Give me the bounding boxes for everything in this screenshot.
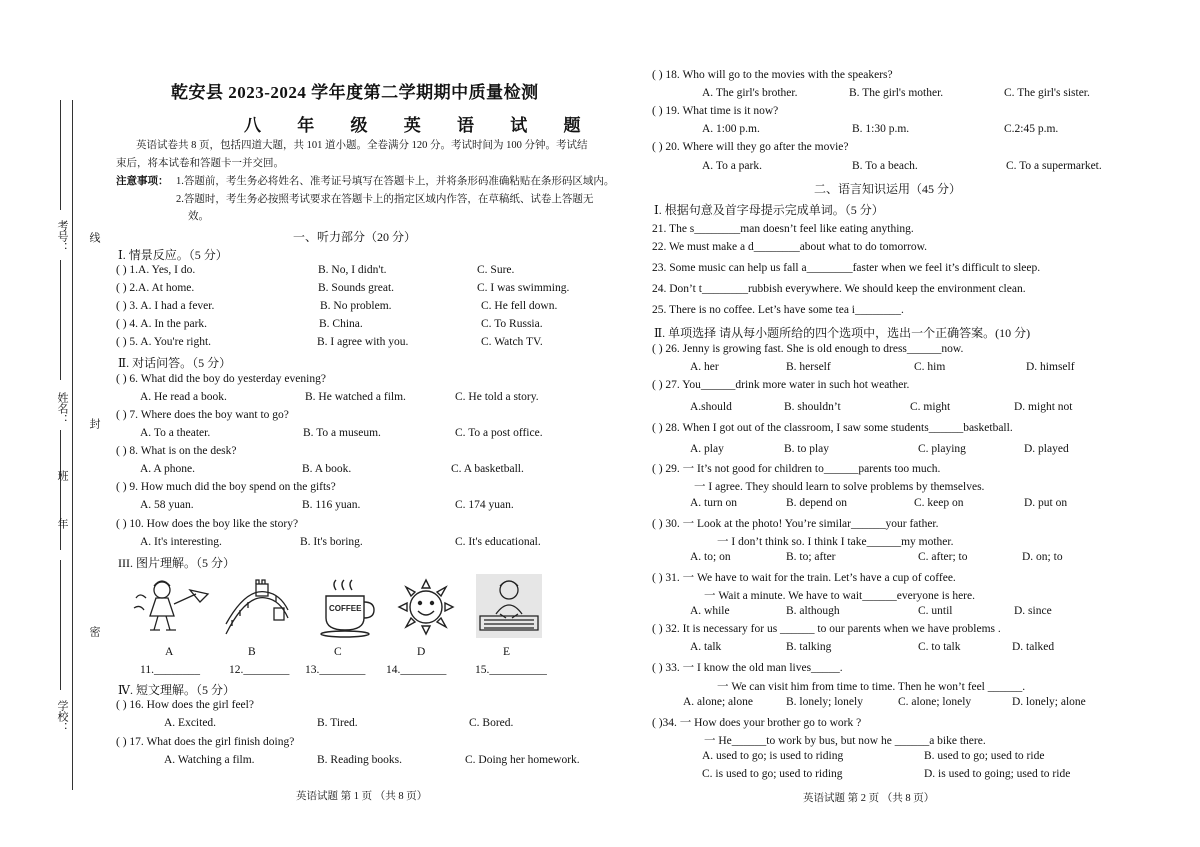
- seal-feng-char: 封: [88, 418, 100, 429]
- q16-option-b: B. Tired.: [317, 717, 358, 729]
- q6-stem: ( ) 6. What did the boy do yesterday evening?: [116, 373, 326, 385]
- picture-label-b: B: [248, 646, 256, 658]
- intro-line-1: 英语试卷共 8 页，包括四道大题，共 101 道小题。全卷满分 120 分。考试时间为 100 分钟。考试结: [136, 140, 588, 151]
- notice-2: 2.答题时，考生务必按照考试要求在答题卡上的指定区域内作答，在草稿纸、试卷上答题无: [176, 194, 594, 205]
- q29-option-c: C. keep on: [914, 497, 964, 509]
- q34-stem: ( )34. 一 How does your brother go to work ?: [652, 717, 862, 729]
- seal-mi-char: 密: [88, 626, 100, 637]
- q34-option-a: A. used to go; is used to riding: [702, 750, 844, 762]
- q6-option-b: B. He watched a film.: [305, 391, 406, 403]
- q30-option-b: B. to; after: [786, 551, 836, 563]
- q34-option-d: D. is used to going; used to ride: [924, 768, 1071, 780]
- q29-stem-reply: 一 I agree. They should learn to solve problems by themselves.: [694, 481, 985, 493]
- q29-stem: ( ) 29. 一 It’s not good for children to______parents too much.: [652, 463, 941, 475]
- q8-option-c: C. A basketball.: [451, 463, 524, 475]
- blank-15[interactable]: 15.__________: [475, 664, 547, 676]
- q26-option-a: A. her: [690, 361, 719, 373]
- q33-option-c: C. alone; lonely: [898, 696, 972, 708]
- q30-option-c: C. after; to: [918, 551, 968, 563]
- question-24: 24. Don’t t________rubbish everywhere. We should keep the environment clean.: [652, 283, 1026, 295]
- page-1-footer: 英语试题 第 1 页 （共 8 页）: [296, 791, 428, 802]
- name-label: 姓名：: [56, 392, 68, 425]
- q7-option-b: B. To a museum.: [303, 427, 381, 439]
- intro-line-2: 束后，将本试卷和答题卡一并交回。: [116, 158, 284, 169]
- picture-label-a: A: [165, 646, 174, 658]
- q31-option-a: A. while: [690, 605, 730, 617]
- class-blank: [60, 430, 61, 550]
- q34-option-c: C. is used to go; used to riding: [702, 768, 843, 780]
- q31-option-b: B. although: [786, 605, 840, 617]
- page-2-footer: 英语试题 第 2 页 （共 8 页）: [803, 793, 935, 804]
- q34-option-b: B. used to go; used to ride: [924, 750, 1045, 762]
- exam-no-label: 考号：: [56, 220, 68, 253]
- q7-option-a: A. To a theater.: [140, 427, 211, 439]
- q7-stem: ( ) 7. Where does the boy want to go?: [116, 409, 289, 421]
- q31-stem: ( ) 31. 一 We have to wait for the train. Let’s have a cup of coffee.: [652, 572, 956, 584]
- q31-stem-reply: 一 Wait a minute. We have to wait______everyone is here.: [704, 590, 975, 602]
- q20-option-c: C. To a supermarket.: [1006, 160, 1102, 172]
- q6-option-a: A. He read a book.: [140, 391, 227, 403]
- q26-stem: ( ) 26. Jenny is growing fast. She is old enough to dress______now.: [652, 343, 964, 355]
- q29-option-a: A. turn on: [690, 497, 737, 509]
- q9-option-b: B. 116 yuan.: [302, 499, 361, 511]
- q10-option-c: C. It's educational.: [455, 536, 541, 548]
- picture-d-sun-icon: [394, 576, 458, 638]
- q19-stem: ( ) 19. What time is it now?: [652, 105, 779, 117]
- exam-subtitle: 八 年 级 英 语 试 题: [244, 116, 597, 135]
- q30-stem-reply: 一 I don’t think so. I think I take______my mother.: [717, 536, 954, 548]
- q20-option-b: B. To a beach.: [852, 160, 918, 172]
- binding-line: [72, 100, 73, 790]
- q16-stem: ( ) 16. How does the girl feel?: [116, 699, 254, 711]
- q32-option-c: C. to talk: [918, 641, 961, 653]
- picture-label-d: D: [417, 646, 426, 658]
- q27-option-c: C. might: [910, 401, 951, 413]
- q27-option-a: A.should: [690, 401, 732, 413]
- q28-option-b: B. to play: [784, 443, 830, 455]
- picture-c-coffee-icon: [318, 576, 376, 638]
- q26-option-d: D. himself: [1026, 361, 1075, 373]
- q26-option-c: C. him: [914, 361, 946, 373]
- section-III-heading: III. 图片理解。（5 分）: [118, 556, 235, 570]
- q20-option-a: A. To a park.: [702, 160, 762, 172]
- q2-stem: ( ) 2.A. At home.: [116, 282, 195, 294]
- q30-stem: ( ) 30. 一 Look at the photo! You’re similar______your father.: [652, 518, 939, 530]
- section-I-heading: Ⅰ. 情景反应。（5 分）: [118, 248, 228, 262]
- p2-section-I-heading: Ⅰ. 根据句意及首字母提示完成单词。（5 分）: [654, 203, 884, 217]
- question-25: 25. There is no coffee. Let’s have some tea i________.: [652, 304, 904, 316]
- part-listening-heading: 一、听力部分（20 分）: [293, 230, 417, 244]
- notice-1: 1.答题前，考生务必将姓名、准考证号填写在答题卡上，并将条形码准确粘贴在条形码区域内。: [176, 176, 615, 187]
- q4-option-b: B. China.: [319, 318, 363, 330]
- q8-stem: ( ) 8. What is on the desk?: [116, 445, 237, 457]
- q9-stem: ( ) 9. How much did the boy spend on the gifts?: [116, 481, 336, 493]
- q32-option-b: B. talking: [786, 641, 832, 653]
- q18-option-a: A. The girl's brother.: [702, 87, 798, 99]
- section-II-heading: Ⅱ. 对话问答。（5 分）: [118, 356, 232, 370]
- q30-option-d: D. on; to: [1022, 551, 1063, 563]
- q8-option-a: A. A phone.: [140, 463, 195, 475]
- q27-option-b: B. shouldn’t: [784, 401, 841, 413]
- q27-stem: ( ) 27. You______drink more water in such hot weather.: [652, 379, 910, 391]
- q30-option-a: A. to; on: [690, 551, 731, 563]
- q17-option-b: B. Reading books.: [317, 754, 402, 766]
- q33-stem: ( ) 33. 一 I know the old man lives_____.: [652, 662, 843, 674]
- q16-option-c: C. Bored.: [469, 717, 514, 729]
- q1-option-c: C. Sure.: [477, 264, 515, 276]
- q17-stem: ( ) 17. What does the girl finish doing?: [116, 736, 295, 748]
- q18-option-c: C. The girl's sister.: [1004, 87, 1090, 99]
- q28-option-c: C. playing: [918, 443, 966, 455]
- seal-line-char: 线: [88, 232, 100, 243]
- q29-option-b: B. depend on: [786, 497, 848, 509]
- q3-stem: ( ) 3. A. I had a fever.: [116, 300, 215, 312]
- question-23: 23. Some music can help us fall a________faster when we feel it’s difficult to sleep.: [652, 262, 1041, 274]
- q32-option-d: D. talked: [1012, 641, 1055, 653]
- school-blank: [60, 560, 61, 690]
- blank-11[interactable]: 11.________: [140, 664, 200, 676]
- q7-option-c: C. To a post office.: [455, 427, 543, 439]
- q28-option-d: D. played: [1024, 443, 1069, 455]
- picture-e-student-icon: [476, 574, 542, 638]
- q4-stem: ( ) 4. A. In the park.: [116, 318, 208, 330]
- name-blank: [60, 260, 61, 380]
- school-label: 学校：: [56, 700, 68, 733]
- picture-a-cleaning-icon: [130, 576, 214, 638]
- q32-option-a: A. talk: [690, 641, 722, 653]
- q5-option-c: C. Watch TV.: [481, 336, 543, 348]
- q16-option-a: A. Excited.: [164, 717, 217, 729]
- q19-option-b: B. 1:30 p.m.: [852, 123, 910, 135]
- q17-option-a: A. Watching a film.: [164, 754, 255, 766]
- q32-stem: ( ) 32. It is necessary for us ______ to our parents when we have problems .: [652, 623, 1001, 635]
- q29-option-d: D. put on: [1024, 497, 1068, 509]
- q4-option-c: C. To Russia.: [481, 318, 543, 330]
- class-label: 班: [56, 470, 68, 481]
- part-knowledge-heading: 二、语言知识运用（45 分）: [814, 182, 962, 196]
- q10-option-a: A. It's interesting.: [140, 536, 222, 548]
- exam-title: 乾安县 2023-2024 学年度第二学期期中质量检测: [171, 83, 539, 102]
- q20-stem: ( ) 20. Where will they go after the movie?: [652, 141, 849, 153]
- q33-option-d: D. lonely; alone: [1012, 696, 1086, 708]
- q1-stem: ( ) 1.A. Yes, I do.: [116, 264, 196, 276]
- q3-option-c: C. He fell down.: [481, 300, 558, 312]
- question-22: 22. We must make a d________about what to do tomorrow.: [652, 241, 928, 253]
- notice-label: 注意事项：: [116, 176, 169, 187]
- q9-option-c: C. 174 yuan.: [455, 499, 514, 511]
- q2-option-b: B. Sounds great.: [318, 282, 395, 294]
- q34-stem-reply: 一 He______to work by bus, but now he ______a bike there.: [704, 735, 986, 747]
- section-IV-heading: Ⅳ. 短文理解。（5 分）: [118, 683, 235, 697]
- q31-option-c: C. until: [918, 605, 953, 617]
- picture-label-e: E: [503, 646, 511, 658]
- q5-stem: ( ) 5. A. You're right.: [116, 336, 212, 348]
- blank-14[interactable]: 14.________: [386, 664, 447, 676]
- blank-12[interactable]: 12.________: [229, 664, 290, 676]
- p2-section-II-heading: Ⅱ. 单项选择 请从每小题所给的四个选项中，选出一个正确答案。(10 分): [654, 326, 1031, 340]
- q27-option-d: D. might not: [1014, 401, 1073, 413]
- q18-stem: ( ) 18. Who will go to the movies with the speakers?: [652, 69, 893, 81]
- q33-stem-reply: 一 We can visit him from time to time. Then he won’t feel ______.: [717, 681, 1026, 693]
- q19-option-a: A. 1:00 p.m.: [702, 123, 760, 135]
- exam-no-blank: [60, 100, 61, 210]
- q5-option-b: B. I agree with you.: [317, 336, 409, 348]
- q10-option-b: B. It's boring.: [300, 536, 363, 548]
- notice-2-cont: 效。: [188, 211, 209, 222]
- q9-option-a: A. 58 yuan.: [140, 499, 194, 511]
- q3-option-b: B. No problem.: [320, 300, 392, 312]
- q8-option-b: B. A book.: [302, 463, 352, 475]
- q10-stem: ( ) 10. How does the boy like the story?: [116, 518, 299, 530]
- q31-option-d: D. since: [1014, 605, 1052, 617]
- q6-option-c: C. He told a story.: [455, 391, 539, 403]
- q33-option-a: A. alone; alone: [683, 696, 753, 708]
- picture-b-great-wall-icon: [222, 576, 292, 638]
- grade-label: 年: [56, 518, 68, 529]
- coffee-cup-text: COFFEE: [329, 604, 362, 613]
- question-21: 21. The s________man doesn’t feel like eating anything.: [652, 223, 914, 235]
- q28-stem: ( ) 28. When I got out of the classroom, I saw some students______basketball.: [652, 422, 1013, 434]
- q26-option-b: B. herself: [786, 361, 831, 373]
- q1-option-b: B. No, I didn't.: [318, 264, 387, 276]
- picture-label-c: C: [334, 646, 342, 658]
- q2-option-c: C. I was swimming.: [477, 282, 570, 294]
- q28-option-a: A. play: [690, 443, 724, 455]
- q18-option-b: B. The girl's mother.: [849, 87, 944, 99]
- blank-13[interactable]: 13.________: [305, 664, 366, 676]
- q33-option-b: B. lonely; lonely: [786, 696, 863, 708]
- q17-option-c: C. Doing her homework.: [465, 754, 580, 766]
- q19-option-c: C.2:45 p.m.: [1004, 123, 1059, 135]
